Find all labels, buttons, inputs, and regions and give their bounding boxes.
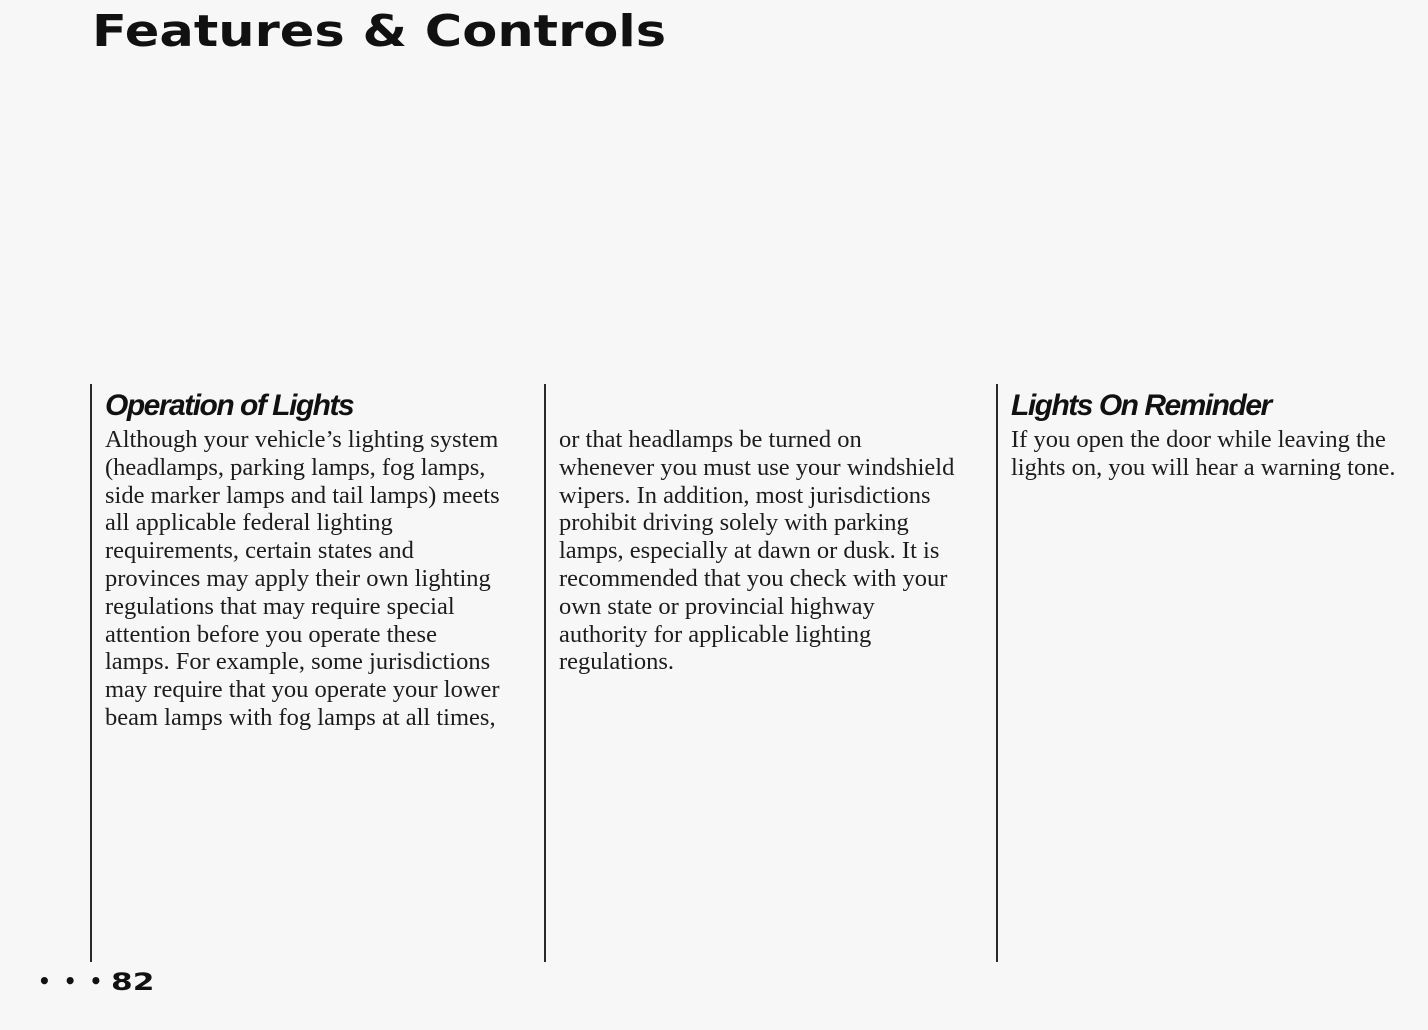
text-line: authority for applicable lighting xyxy=(559,620,872,648)
page-title: Features & Controls xyxy=(92,6,667,57)
text-line: wipers. In addition, most jurisdictions xyxy=(559,481,931,509)
text-line: beam lamps with fog lamps at all times, xyxy=(105,703,496,731)
text-line: Although your vehicle’s lighting system xyxy=(105,426,499,453)
text-line: lights on, you will hear a warning tone. xyxy=(1011,453,1396,481)
text-line: regulations. xyxy=(559,648,674,676)
page-number: 82 xyxy=(111,968,155,996)
column-divider xyxy=(90,384,92,962)
text-line: lamps, especially at dawn or dusk. It is xyxy=(559,537,940,565)
text-line: or that headlamps be turned on xyxy=(559,426,862,453)
text-line: If you open the door while leaving the xyxy=(1011,426,1386,453)
section-body xyxy=(559,426,954,676)
section-body xyxy=(1011,426,1395,482)
text-line: attention before you operate these xyxy=(105,620,437,648)
text-line: lamps. For example, some jurisdictions xyxy=(105,648,491,676)
text-line: side marker lamps and tail lamps) meets xyxy=(105,481,500,509)
text-line: (headlamps, parking lamps, fog lamps, xyxy=(105,453,486,481)
text-line: provinces may apply their own lighting xyxy=(105,564,491,592)
text-line: may require that you operate your lower xyxy=(105,676,500,704)
text-line: requirements, certain states and xyxy=(105,537,414,565)
section-operation-of-lights-continued xyxy=(559,388,954,676)
page-footer xyxy=(38,968,155,996)
text-line: own state or provincial highway xyxy=(559,592,875,620)
section-heading: Operation of Lights xyxy=(105,389,354,422)
text-line: whenever you must use your windshield xyxy=(559,453,955,481)
column-divider xyxy=(996,384,998,962)
section-lights-on-reminder xyxy=(1011,388,1395,482)
section-heading: Lights On Reminder xyxy=(1011,389,1271,422)
section-operation-of-lights xyxy=(105,388,500,732)
footer-dots: • • • xyxy=(38,969,106,993)
text-line: all applicable federal lighting xyxy=(105,509,393,537)
text-line: recommended that you check with your xyxy=(559,564,948,592)
column-divider xyxy=(544,384,546,962)
section-body xyxy=(105,426,500,732)
text-line: regulations that may require special xyxy=(105,592,455,620)
text-line: prohibit driving solely with parking xyxy=(559,509,909,537)
